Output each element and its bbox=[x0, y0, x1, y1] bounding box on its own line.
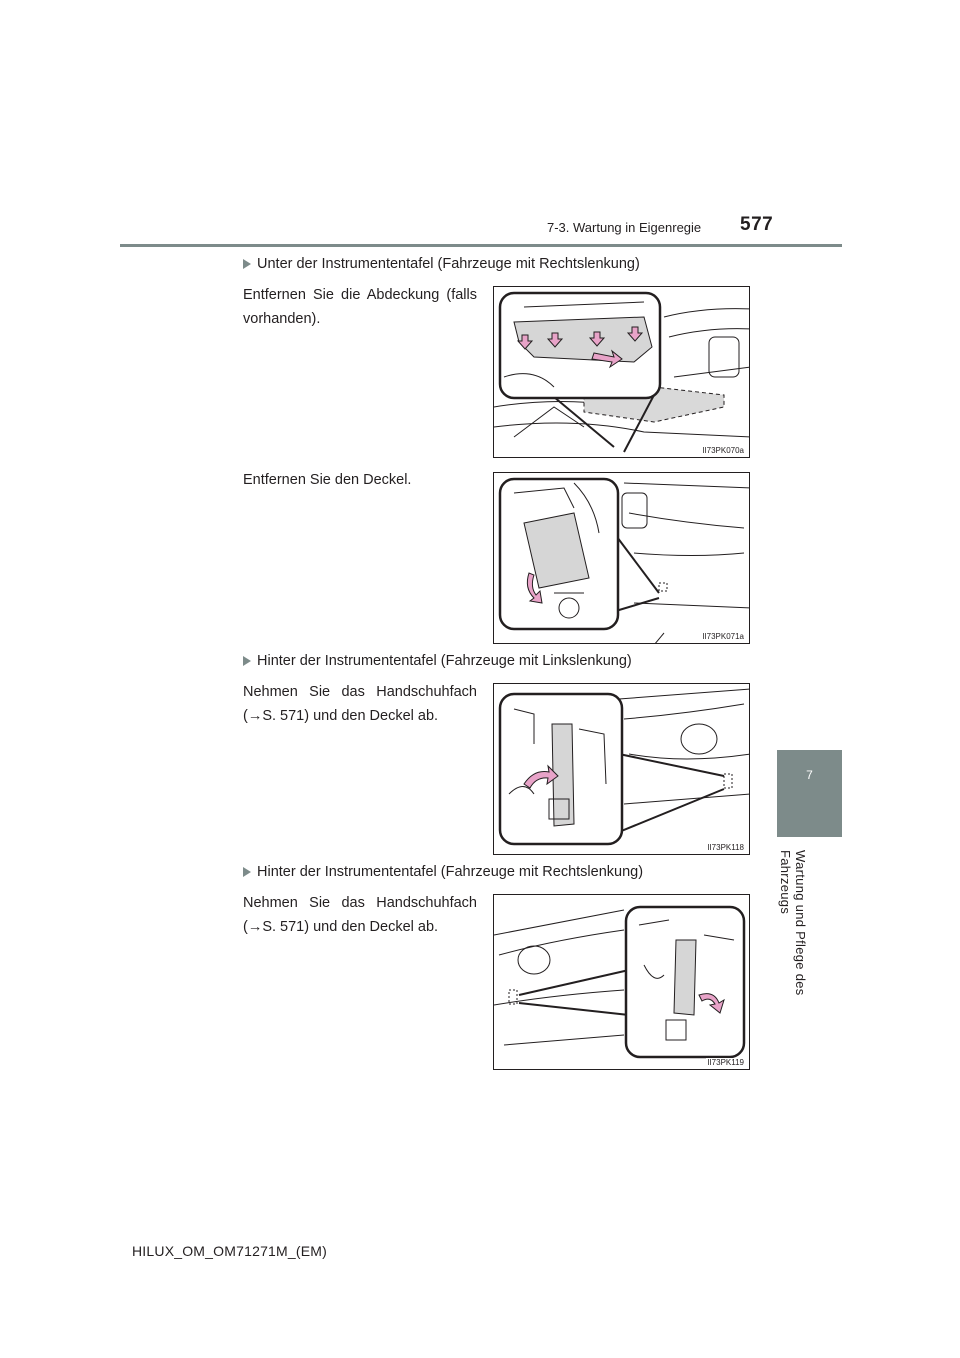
step-text: Entfernen Sie die Abdeckung (falls vorhanden). bbox=[243, 287, 477, 327]
illustration-lid-removal bbox=[493, 472, 750, 644]
figure-id: II73PK071a bbox=[702, 632, 744, 641]
page-number: 577 bbox=[740, 214, 774, 235]
bullet-triangle-icon bbox=[243, 259, 251, 269]
figure-id: II73PK118 bbox=[707, 843, 744, 852]
illustration-cover-removal bbox=[493, 286, 750, 458]
chapter-title: Wartung und Pflege des Fahrzeugs bbox=[778, 850, 808, 996]
step-text: Entfernen Sie den Deckel. bbox=[243, 472, 412, 488]
chapter-tab bbox=[777, 750, 842, 837]
illustration-glovebox-lhd bbox=[493, 683, 750, 855]
figure-id: II73PK119 bbox=[707, 1058, 744, 1067]
bullet-triangle-icon bbox=[243, 656, 251, 666]
header-divider bbox=[120, 244, 842, 247]
illustration-glovebox-rhd bbox=[493, 894, 750, 1070]
figure-id: II73PK070a bbox=[702, 446, 744, 455]
step-text: Nehmen Sie das Handschuhfach (→S. 571) und den Deckel ab. bbox=[243, 895, 477, 935]
header-section-title: 7-3. Wartung in Eigenregie bbox=[547, 220, 702, 235]
section-heading-text: Hinter der Instrumententafel (Fahrzeuge mit Linkslenkung) bbox=[257, 653, 632, 669]
document-code: HILUX_OM_OM71271M_(EM) bbox=[132, 1243, 328, 1259]
section-heading bbox=[243, 864, 643, 880]
section-heading-text: Unter der Instrumententafel (Fahrzeuge mit Rechtslenkung) bbox=[257, 256, 640, 272]
section-heading bbox=[243, 653, 632, 669]
section-heading bbox=[243, 256, 640, 272]
section-heading-text: Hinter der Instrumententafel (Fahrzeuge mit Rechtslenkung) bbox=[257, 864, 644, 880]
step-text: Nehmen Sie das Handschuhfach (→S. 571) und den Deckel ab. bbox=[243, 684, 477, 724]
chapter-number: 7 bbox=[806, 768, 813, 782]
bullet-triangle-icon bbox=[243, 867, 251, 877]
